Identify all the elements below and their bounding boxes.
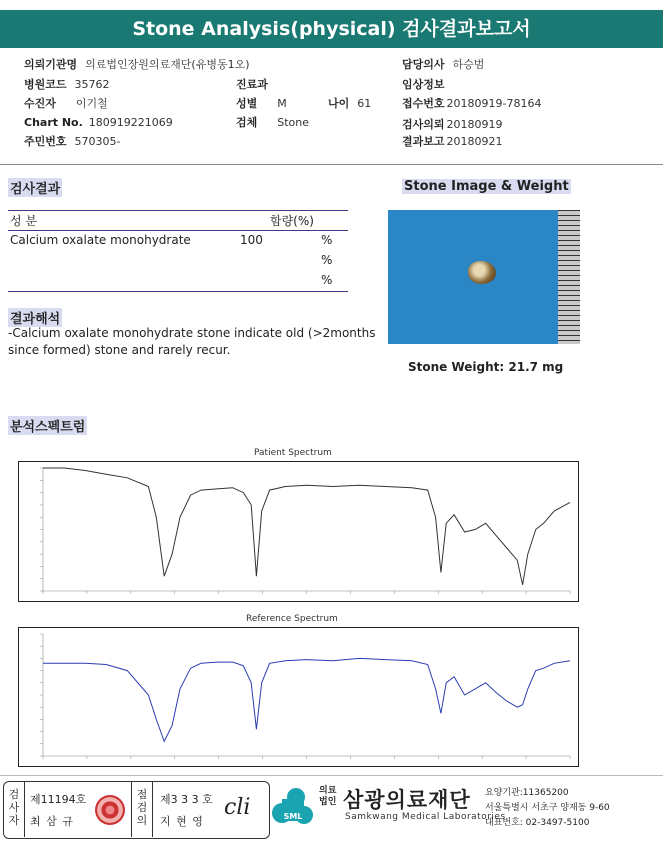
inspector-name: 최 삼 규 <box>30 815 74 828</box>
spectrum-line <box>43 658 570 741</box>
spectrum-line <box>43 468 570 585</box>
reference-spectrum-svg <box>19 628 578 766</box>
info-divider <box>0 164 663 165</box>
patient-spectrum-chart <box>18 461 579 602</box>
stone-heading: Stone Image & Weight <box>404 179 569 194</box>
table-header-line <box>8 230 348 231</box>
patient-spectrum-svg <box>19 462 578 601</box>
table-top-line <box>8 210 348 211</box>
chart-no-field: Chart No. 180919221069 <box>24 116 173 129</box>
doctor-field: 담당의사 하승범 <box>402 58 485 71</box>
org-name: 삼광의료재단 <box>343 788 471 812</box>
logo-text: SML <box>283 812 303 821</box>
sig-divider-2 <box>131 782 132 837</box>
patient-field: 수진자 이기철 <box>24 97 108 110</box>
ruler-scale <box>558 210 580 344</box>
sig-divider-1 <box>24 782 25 837</box>
org-subtitle: Samkwang Medical Laboratories <box>345 812 506 822</box>
org-code: 요양기관:11365200 <box>485 788 569 798</box>
resident-id-field: 주민번호 570305- <box>24 135 121 148</box>
results-heading: 검사결과 <box>8 178 62 197</box>
stone-image <box>468 261 496 284</box>
stone-photo <box>388 210 580 344</box>
inspector-no: 제11194호 <box>30 793 87 806</box>
clinical-field: 임상정보 <box>402 78 445 91</box>
interpretation-line-1: -Calcium oxalate monohydrate stone indicate old (>2months <box>8 326 376 340</box>
table-bottom-line <box>8 291 348 292</box>
chart-axis <box>43 634 570 756</box>
reviewer-signature: cli <box>224 795 251 820</box>
footer-divider <box>0 775 663 776</box>
col-amount-header: 함량(%) <box>270 214 314 228</box>
inspector-label: 검사자 <box>8 788 20 827</box>
org-prefix: 의료 법인 <box>319 786 337 807</box>
col-component-header: 성 분 <box>10 214 37 228</box>
specimen-field: 검체 Stone <box>236 116 310 129</box>
result-name-1: Calcium oxalate monohydrate <box>10 233 191 247</box>
hospital-code-field: 병원코드 35762 <box>24 78 110 91</box>
org-address: 서울특별시 서초구 양재동 9-60 <box>485 803 610 813</box>
sml-logo-icon <box>272 783 316 831</box>
stone-weight: Stone Weight: 21.7 mg <box>408 360 564 374</box>
interpretation-heading: 결과해석 <box>8 308 62 327</box>
report-title: Stone Analysis(physical) 검사결과보고서 <box>0 10 663 48</box>
result-unit-2: % <box>321 253 333 267</box>
sig-divider-3 <box>152 782 153 837</box>
institution-field: 의뢰기관명 의료법인장원의료재단(유병동1오) <box>24 58 250 71</box>
reviewer-name: 지 현 영 <box>160 815 204 828</box>
receipt-field: 접수번호 20180919-78164 <box>402 97 542 110</box>
patient-spectrum-title: Patient Spectrum <box>254 448 332 458</box>
reference-spectrum-title: Reference Spectrum <box>246 614 338 624</box>
result-unit-1: % <box>321 233 333 247</box>
result-value-1: 100 <box>240 233 263 247</box>
interpretation-line-2: since formed) stone and rarely recur. <box>8 343 231 357</box>
org-phone: 대표번호: 02-3497-5100 <box>485 818 590 828</box>
reference-spectrum-chart <box>18 627 579 767</box>
report-date-field: 결과보고 20180921 <box>402 135 503 148</box>
department-field: 진료과 <box>236 78 268 91</box>
inspector-seal <box>95 795 125 825</box>
age-field: 나이 61 <box>328 97 372 110</box>
result-unit-3: % <box>321 273 333 287</box>
request-date-field: 검사의뢰 20180919 <box>402 118 503 131</box>
sex-field: 성별 M <box>236 97 287 110</box>
reviewer-label: 점검의 <box>136 788 148 827</box>
spectrum-heading: 분석스펙트럼 <box>8 416 87 435</box>
reviewer-no: 제3 3 3 호 <box>160 793 213 806</box>
